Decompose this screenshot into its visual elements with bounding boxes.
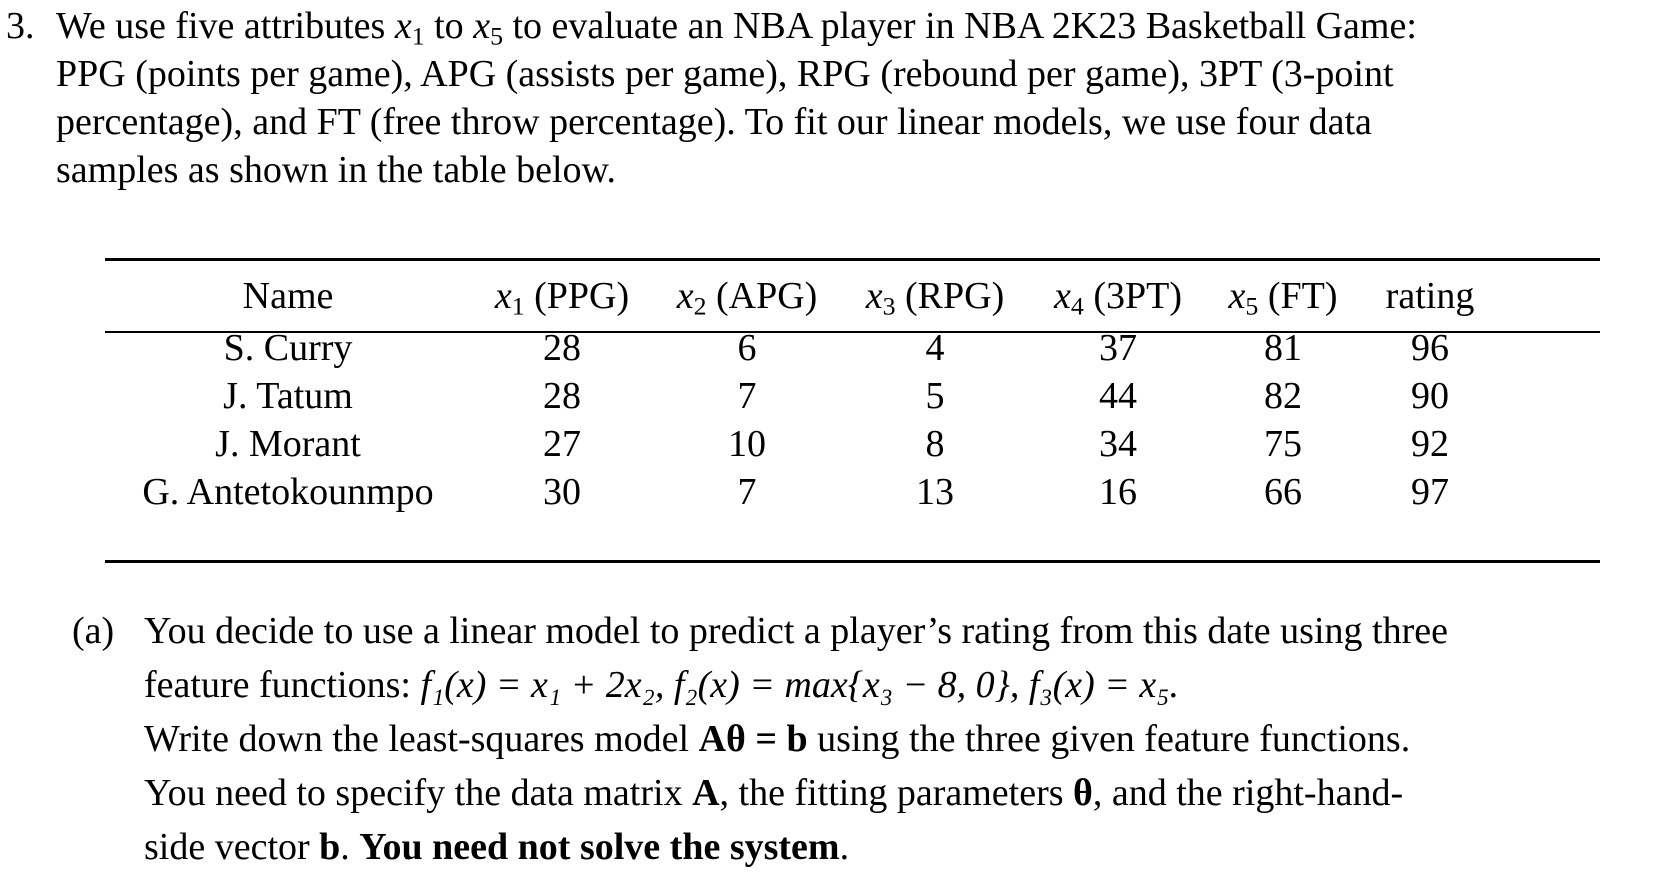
intro-line-2: PPG (points per game), APG (assists per game), RPG (rebound per game), 3PT (3-point: [56, 53, 1394, 95]
part-a-line-3: Write down the least-squares model Aθ = b using the three given feature functions.: [144, 718, 1411, 760]
table-value-cell: 66: [1264, 471, 1302, 513]
table-value-cell: 27: [543, 423, 581, 465]
table-bottom-rule: [105, 560, 1600, 563]
intro-line-4: samples as shown in the table below.: [56, 149, 617, 191]
table-value-cell: 34: [1099, 423, 1137, 465]
table-value-cell: 16: [1099, 471, 1137, 513]
table-header-3: $x_3$ (RPG): [865, 275, 1005, 321]
table-value-cell: 28: [543, 327, 581, 369]
table-header-2: $x_2$ (APG): [676, 275, 818, 321]
table-value-cell: 44: [1099, 375, 1137, 417]
table-value-cell: 8: [925, 423, 945, 465]
table-header-0: Name: [242, 275, 334, 317]
part-a-line-4: You need to specify the data matrix A, the fitting parameters θ, and the right-hand-: [144, 772, 1404, 814]
emphasis-text: You need not solve the system: [359, 826, 840, 868]
table-value-cell: 5: [925, 375, 945, 417]
table-value-cell: 82: [1264, 375, 1302, 417]
player-name-cell: S. Curry: [223, 327, 353, 369]
table-value-cell: 97: [1411, 471, 1449, 513]
table-value-cell: 7: [737, 471, 757, 513]
player-name-cell: J. Morant: [215, 423, 361, 465]
table-value-cell: 10: [728, 423, 766, 465]
table-value-cell: 96: [1411, 327, 1449, 369]
table-header-1: $x_1$ (PPG): [494, 275, 630, 321]
intro-line-1: We use five attributes $x_1$ to $x_5$ to evaluate an NBA player in NBA 2K23 Basketball Game:: [56, 5, 1417, 51]
problem-intro: [56, 2, 1656, 194]
table-value-cell: 81: [1264, 327, 1302, 369]
table-value-cell: 7: [737, 375, 757, 417]
table-value-cell: 6: [737, 327, 757, 369]
table-value-cell: 75: [1264, 423, 1302, 465]
table-value-cell: 90: [1411, 375, 1449, 417]
intro-line-3: percentage), and FT (free throw percentage). To fit our linear models, we use four data: [56, 101, 1372, 143]
table-top-rule: [105, 258, 1600, 261]
table-value-cell: 13: [916, 471, 954, 513]
table-value-cell: 37: [1099, 327, 1137, 369]
part-a-line-5: side vector b. You need not solve the system.: [144, 826, 850, 868]
player-name-cell: G. Antetokounmpo: [142, 471, 434, 513]
table-header-4: $x_4$ (3PT): [1054, 275, 1182, 321]
part-a-line-1: You decide to use a linear model to predict a player’s rating from this date using three: [144, 610, 1448, 652]
table-value-cell: 4: [925, 327, 945, 369]
table-value-cell: 30: [543, 471, 581, 513]
feature-functions-math: f₁(x) = x₁ + 2x₂, f₂(x) = max{x₃ − 8, 0}, f₃(x) = x₅.: [420, 664, 1180, 706]
part-a-label: (a): [72, 610, 115, 652]
table-value-cell: 92: [1411, 423, 1449, 465]
problem-number: 3.: [6, 5, 35, 47]
table-value-cell: 28: [543, 375, 581, 417]
part-a-text: [144, 604, 1644, 874]
model-equation: Aθ = b: [698, 718, 808, 760]
table-header-5: $x_5$ (FT): [1228, 275, 1338, 321]
player-name-cell: J. Tatum: [223, 375, 353, 417]
table-header-6: rating: [1385, 275, 1475, 317]
part-a-line-2: feature functions: f₁(x) = x₁ + 2x₂, f₂(x) = max{x₃ − 8, 0}, f₃(x) = x₅.: [144, 664, 1180, 706]
